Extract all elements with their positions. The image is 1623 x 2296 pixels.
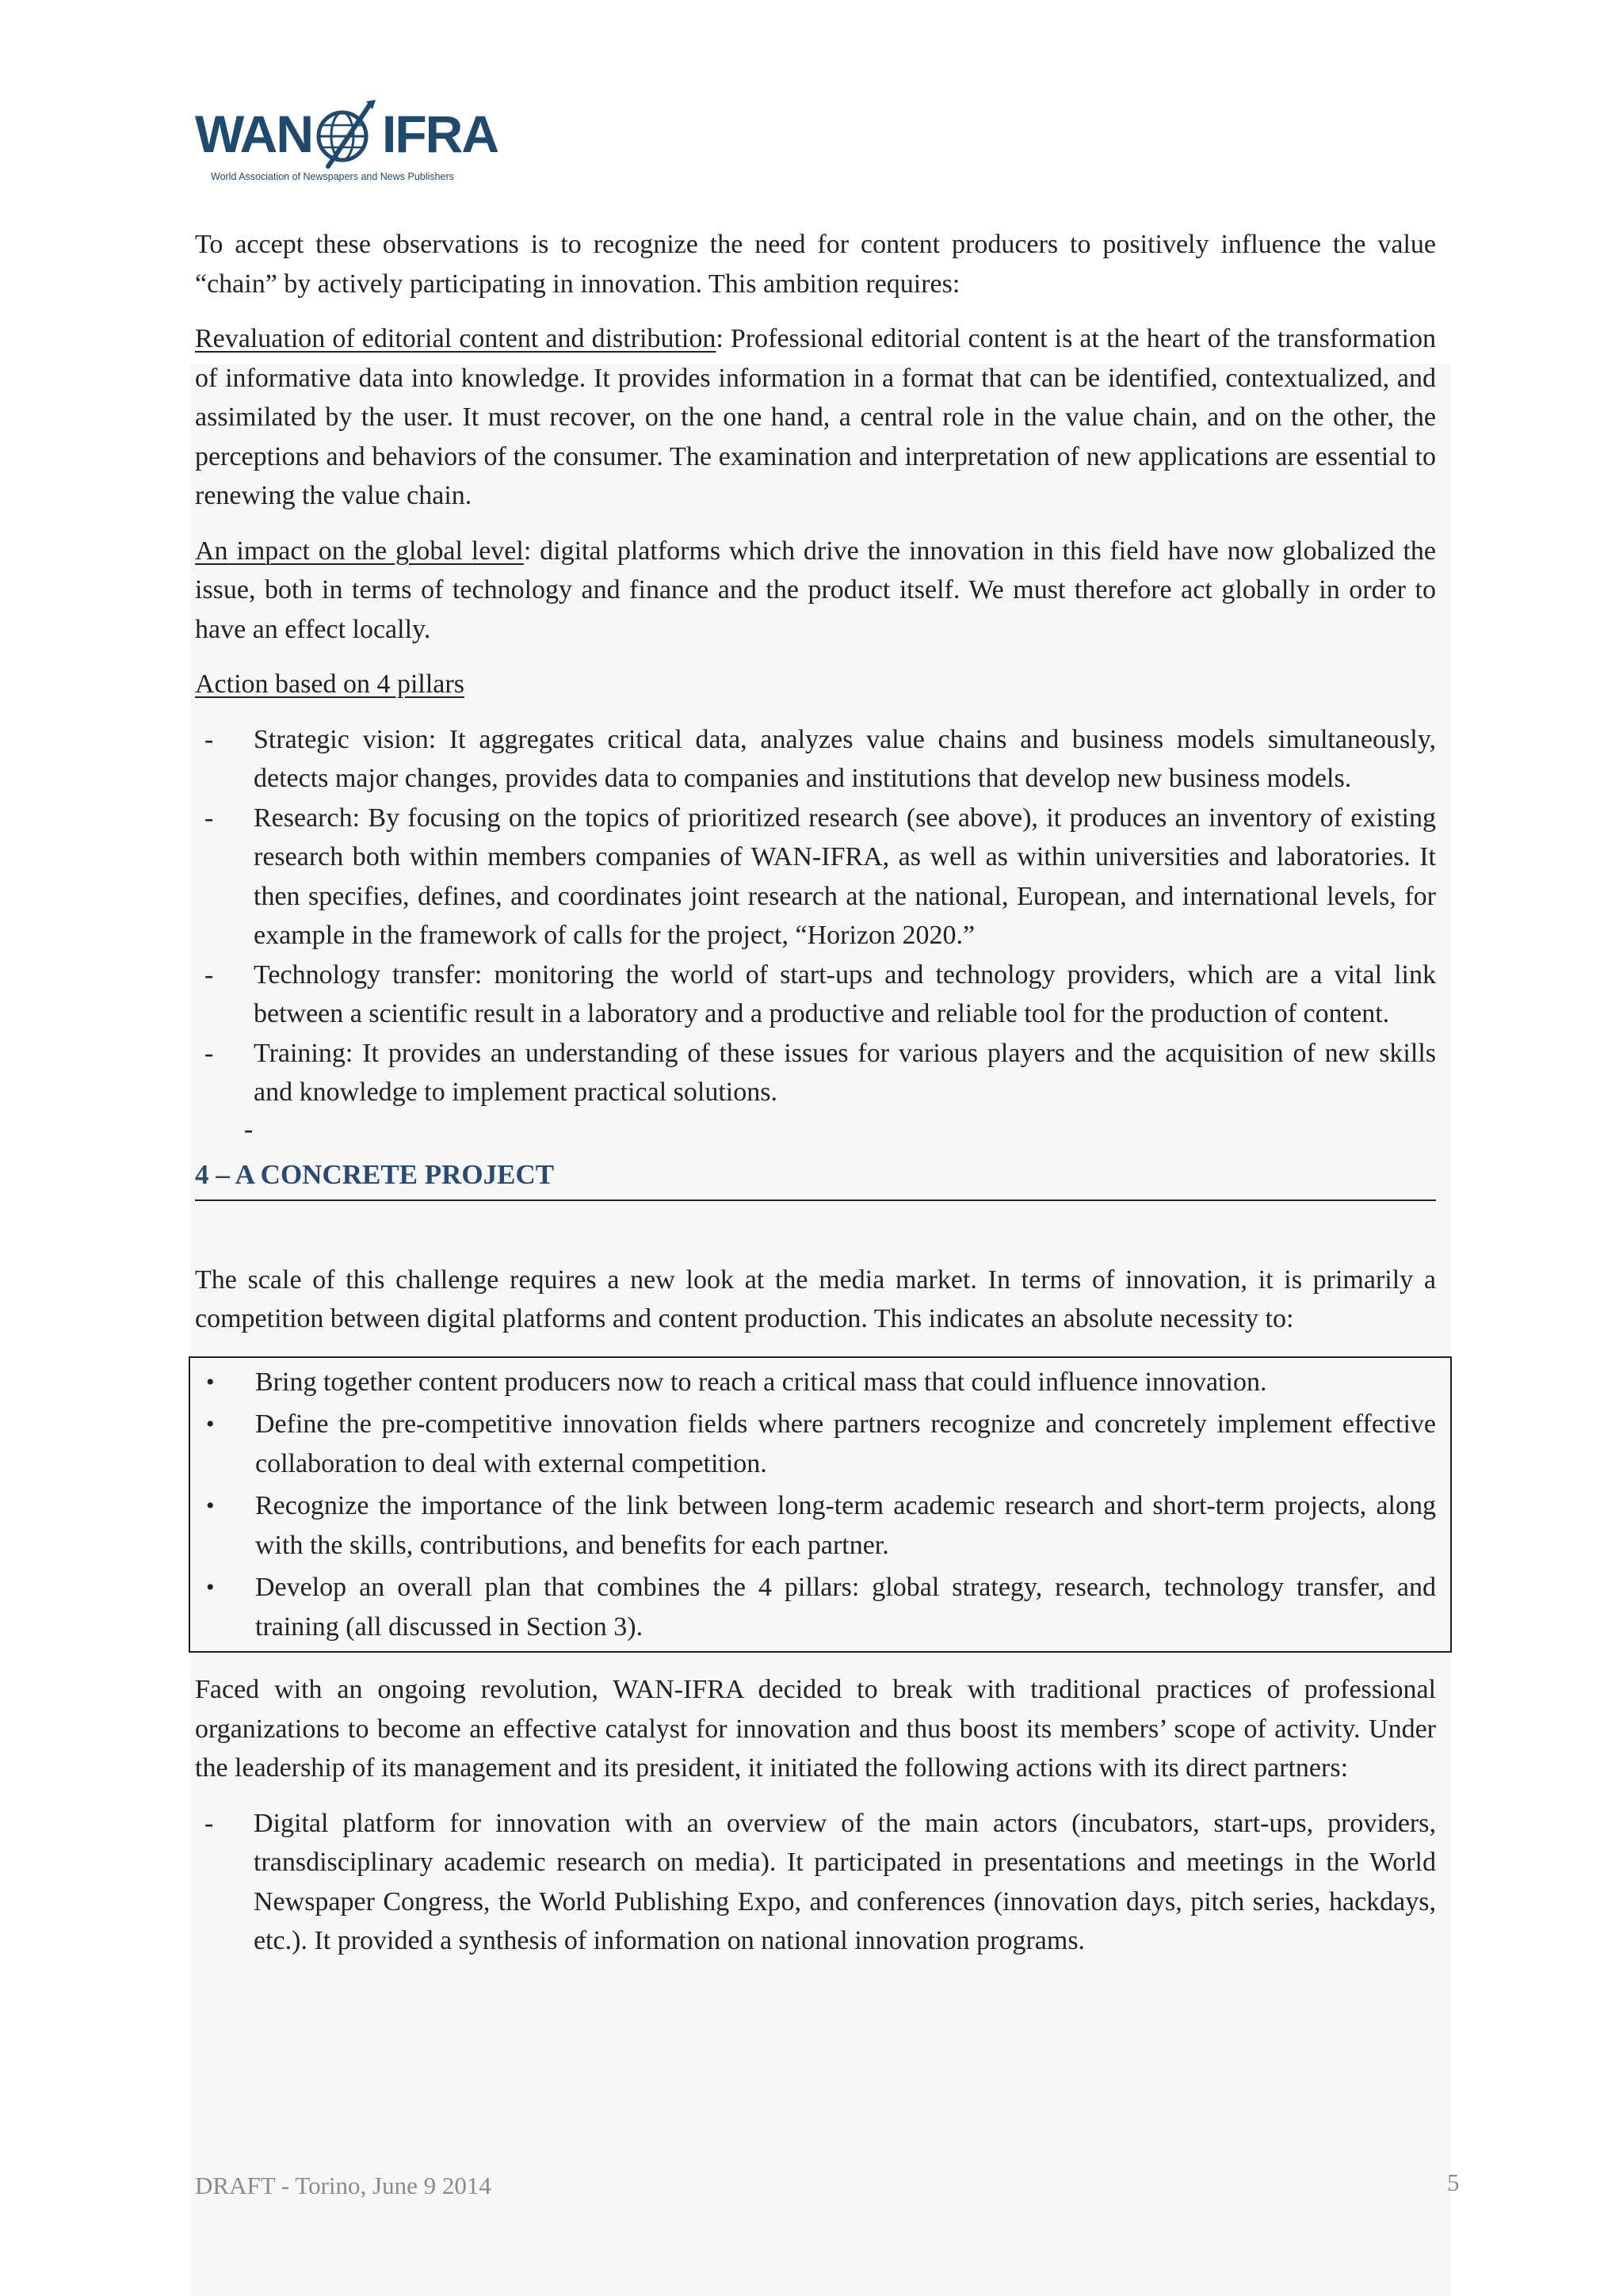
faced-paragraph: Faced with an ongoing revolution, WAN-IFRA decided to break with traditional practices of professional organizations to become an effective catalyst for innovation and thus boost its members’ scope of activity. Under the leadership of its management and its president, it initiated the following actions with its direct partners: bbox=[195, 1675, 1436, 1783]
scale-paragraph: The scale of this challenge requires a new look at the media market. In terms of innovation, it is primarily a competition between digital platforms and content production. This indicates an absolute necessity to: bbox=[195, 1264, 1436, 1333]
list-item-text: Strategic vision: It aggregates critical data, analyzes value chains and business models simultaneously, detects major changes, provides data to companies and institutions that develop new business models. bbox=[254, 724, 1436, 793]
logo-word-wan: WAN bbox=[195, 105, 312, 163]
list-item-text: Recognize the importance of the link between long-term academic research and short-term projects, along with the skills, contributions, and benefits for each partner. bbox=[255, 1491, 1436, 1560]
impact-label: An impact on the global level bbox=[195, 536, 524, 566]
document-body bbox=[195, 225, 1436, 1961]
list-item bbox=[195, 955, 1436, 1034]
list-item-text: Research: By focusing on the topics of prioritized research (see above), it produces an inventory of existing research both within members companies of WAN-IFRA, as well as within universities and laboratories. It then specifies, defines, and coordinates joint research at the national, European, and international levels, for example in the framework of calls for the project, “Horizon 2020.” bbox=[254, 803, 1436, 950]
list-item-text: Training: It provides an understanding of these issues for various players and the acquisition of new skills and knowledge to implement practical solutions. bbox=[254, 1038, 1436, 1107]
list-item bbox=[195, 1804, 1436, 1961]
bordered-bullet-box bbox=[189, 1356, 1452, 1653]
list-item bbox=[195, 799, 1436, 955]
revaluation-paragraph bbox=[195, 319, 1436, 516]
list-item-text: Develop an overall plan that combines the 4 pillars: global strategy, research, technology transfer, and training (all discussed in Section 3). bbox=[255, 1573, 1436, 1642]
list-item bbox=[197, 1405, 1436, 1483]
list-item-text: Bring together content producers now to reach a critical mass that could influence innovation. bbox=[255, 1367, 1267, 1397]
logo-tagline: World Association of Newspapers and News Publishers bbox=[211, 171, 454, 182]
wan-ifra-logo bbox=[195, 98, 496, 190]
dash-marker: - bbox=[204, 1808, 214, 1838]
globe-quill-icon bbox=[311, 98, 379, 170]
list-item bbox=[197, 1363, 1436, 1402]
revaluation-text: : Professional editorial content is at the heart of the transformation of informative data into knowledge. It provides information in a format that can be identified, contextualized, and assimilated by the user. It must recover, on the one hand, a central role in the value chain, and on the other, the perceptions and behaviors of the consumer. The examination and interpretation of new applications are essential to renewing the value chain. bbox=[195, 324, 1436, 510]
page-number: 5 bbox=[1447, 2168, 1460, 2196]
list-item-text: Digital platform for innovation with an overview of the main actors (incubators, start-ups, providers, transdisciplinary academic research on media). It participated in presentations and meetings in the World Newspaper Congress, the World Publishing Expo, and conferences (innovation days, pitch series, hackdays, etc.). It provided a synthesis of information on national innovation programs. bbox=[254, 1808, 1436, 1955]
list-item-text: Define the pre-competitive innovation fields where partners recognize and concretely implement effective collaboration to deal with external competition. bbox=[255, 1409, 1436, 1478]
list-item bbox=[197, 1568, 1436, 1646]
pillars-title: Action based on 4 pillars bbox=[195, 669, 464, 699]
dash-marker: - bbox=[204, 959, 214, 990]
pillars-list bbox=[195, 720, 1436, 1147]
bullet-marker: • bbox=[206, 1493, 215, 1519]
list-item bbox=[195, 720, 1436, 799]
footer-draft-label: DRAFT - Torino, June 9 2014 bbox=[195, 2172, 491, 2199]
section-heading: 4 – A CONCRETE PROJECT bbox=[195, 1155, 1436, 1201]
bullet-marker: • bbox=[206, 1368, 215, 1395]
logo-word-ifra: IFRA bbox=[382, 105, 498, 163]
bullet-marker: • bbox=[206, 1574, 215, 1600]
dash-marker: - bbox=[204, 803, 214, 833]
list-item bbox=[195, 1034, 1436, 1112]
impact-text: : digital platforms which drive the innovation in this field have now globalized the issue, both in terms of technology and finance and the product itself. We must therefore act globally in order to have an effect locally. bbox=[195, 536, 1436, 644]
intro-paragraph: To accept these observations is to recognize the need for content producers to positively influence the value “chain” by actively participating in innovation. This ambition requires: bbox=[195, 230, 1436, 299]
list-item-text: Technology transfer: monitoring the world of start-ups and technology providers, which are a vital link between a scientific result in a laboratory and a productive and reliable tool for the production of content. bbox=[254, 959, 1436, 1028]
impact-paragraph bbox=[195, 532, 1436, 650]
list-item bbox=[197, 1486, 1436, 1565]
dash-marker: - bbox=[204, 724, 214, 754]
actions-list bbox=[195, 1804, 1436, 1961]
stray-dash: - bbox=[244, 1114, 254, 1144]
bullet-marker: • bbox=[206, 1411, 215, 1437]
revaluation-label: Revaluation of editorial content and distribution bbox=[195, 324, 716, 353]
dash-marker: - bbox=[204, 1038, 214, 1068]
